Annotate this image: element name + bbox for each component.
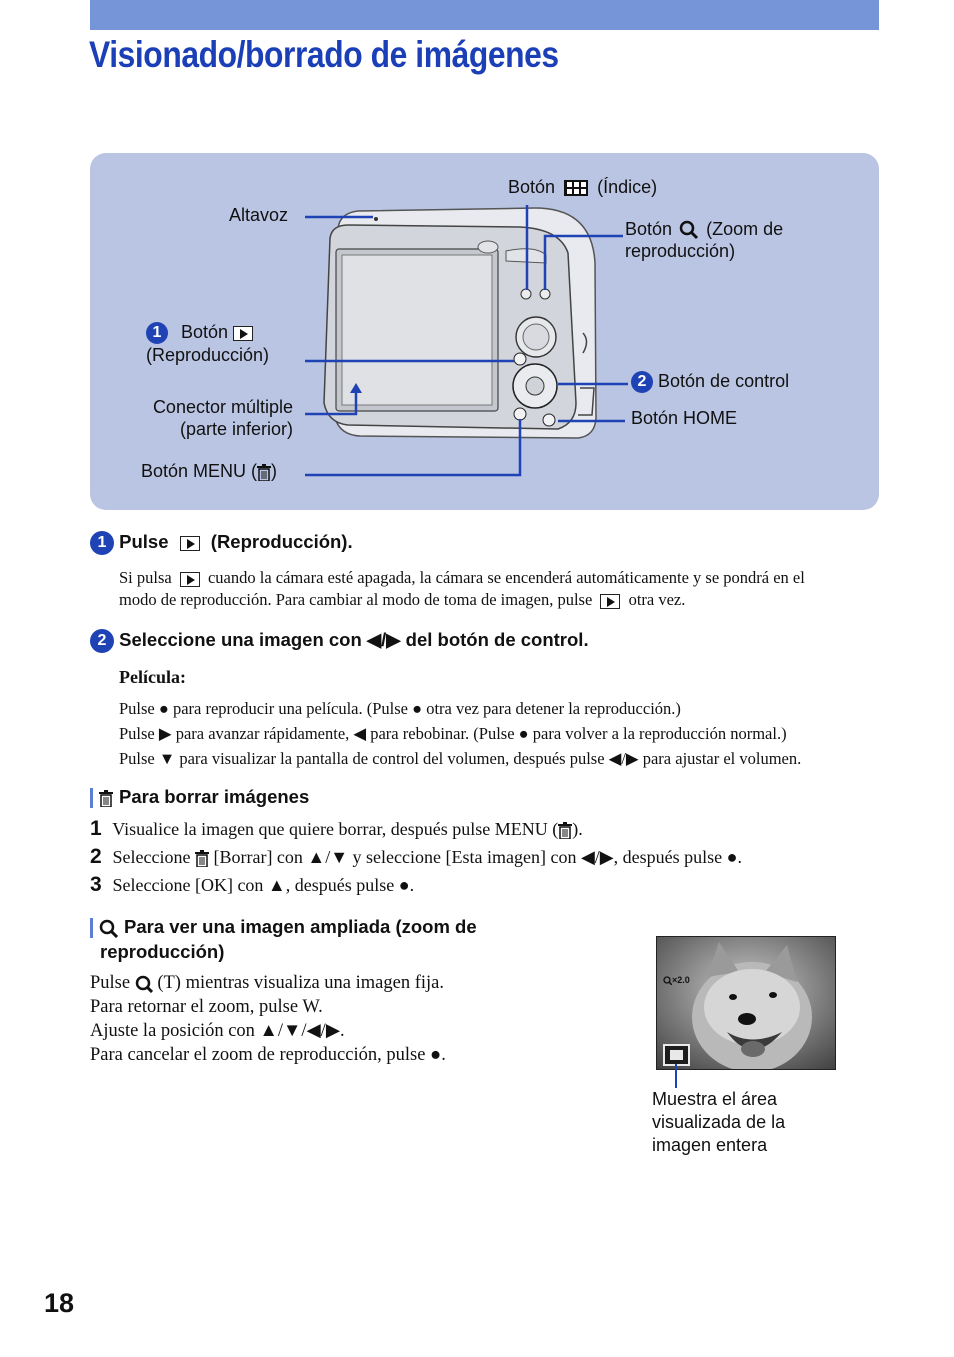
zoom-magnifier-icon [135,975,153,993]
step-number: 2 [90,845,102,868]
caption-line: Muestra el área [652,1089,778,1109]
zoom-label: ×2.0 [672,975,690,985]
delete-steps [90,815,742,899]
section-bar [90,788,93,808]
step-text: Visualice la imagen que quiere borrar, después pulse MENU ( [112,819,559,839]
caption-line: imagen entera [652,1135,768,1155]
zoom-line [90,971,446,995]
movie-subheading: Película: [119,667,186,687]
heading-text: reproducción) [100,941,225,962]
movie-line: Pulse ▼ para visualizar la pantalla de control del volumen, después pulse ◀/▶ para ajustar el volumen. [119,749,802,768]
movie-line: Pulse ● para reproducir una película. (Pulse ● otra vez para detener la reproducción.) [119,699,681,718]
zoom-section-heading [90,914,477,964]
index-icon [564,180,588,196]
delete-step [90,843,742,871]
page-title: Visionado/borrado de imágenes [89,34,559,75]
play-button-icon [600,594,620,609]
trash-icon [195,850,209,867]
trash-icon [99,790,113,807]
callout-number: 1 [146,322,168,344]
zoomed-dog-photo [656,936,836,1070]
heading-text: Para ver una imagen ampliada (zoom de [124,916,477,937]
trash-icon [558,822,572,839]
caption-line: visualizada de la [652,1112,786,1132]
heading-text: (Reproducción). [210,531,353,552]
label-text: (Índice) [597,177,658,197]
label-altavoz: Altavoz [229,205,289,225]
dog-image [657,937,836,1070]
body-text: otra vez. [628,590,686,609]
body-text: cuando la cámara esté apagada, la cámara se encenderá automáticamente y se pondrá en el [207,568,805,587]
label-text: (Zoom de [706,219,784,239]
zoom-magnifier-icon [663,976,672,985]
delete-step [90,871,742,899]
zoom-text: (T) mientras visualiza una imagen fija. [157,973,444,993]
heading-text: Pulse [119,531,169,552]
movie-line: Pulse ▶ para avanzar rápidamente, ◀ para rebobinar. (Pulse ● para volver a la reproducción normal.) [119,724,787,743]
zoom-instructions [90,971,446,1067]
zoom-line: Para retornar el zoom, pulse W. [90,997,323,1017]
label-boton-menu [141,460,277,482]
zoom-indicator [663,975,690,985]
body-text: modo de reproducción. Para cambiar al modo de toma de imagen, pulse [119,590,593,609]
play-button-icon [180,572,200,587]
step-text: Seleccione [OK] con ▲, después pulse ●. [112,875,415,895]
zoom-magnifier-icon [99,919,118,938]
label-text: Botón [625,219,673,239]
label-boton-indice [508,176,657,198]
camera-diagram-panel [90,153,879,510]
body-text: Si pulsa [119,568,172,587]
zoom-line: Para cancelar el zoom de reproducción, pulse ●. [90,1045,446,1065]
trash-icon [257,464,271,481]
section-bar [90,918,93,938]
step-number: 2 [90,629,114,653]
step-text: [Borrar] con ▲/▼ y seleccione [Esta imagen] con ◀/▶, después pulse ●. [213,847,742,867]
zoom-text: Pulse [90,973,131,993]
delete-section-heading [90,786,309,808]
label-text: Conector múltiple [152,397,293,417]
camera-body [324,208,596,438]
top-color-bar [90,0,879,30]
play-button-icon [233,326,253,341]
step-text: Seleccione [112,847,191,867]
label-text: reproducción) [625,241,736,262]
label-text: Botón MENU ( [141,461,258,481]
label-text: Botón [508,177,556,197]
step-text: ). [572,819,583,839]
delete-step [90,815,742,843]
play-button-icon [180,536,200,551]
photo-caption [652,1088,785,1157]
label-text: Botón [181,322,229,342]
step1-body [119,567,879,611]
label-text: (parte inferior) [179,419,293,439]
step-number: 3 [90,873,102,896]
callout-number: 2 [631,371,653,393]
step-number: 1 [90,817,102,840]
label-boton-home: Botón HOME [631,408,738,428]
movie-instructions [119,696,889,771]
label-conector-multiple [139,396,293,440]
zoom-magnifier-icon [679,220,699,240]
step2-heading [90,629,589,653]
label-boton-zoom [625,218,783,262]
caption-pointer-line [675,1064,677,1088]
label-boton-reproduccion [146,321,269,366]
step-number: 1 [90,531,114,555]
label-text: Botón de control [658,371,790,391]
label-boton-control [631,370,789,393]
heading-text: Para borrar imágenes [119,786,310,807]
heading-text: Seleccione una imagen con ◀/▶ del botón de control. [119,629,589,650]
step1-heading [90,531,353,555]
page-number: 18 [44,1288,75,1318]
zoom-line: Ajuste la posición con ▲/▼/◀/▶. [90,1021,345,1041]
label-text: ) [271,461,278,481]
label-text: (Reproducción) [146,345,270,366]
